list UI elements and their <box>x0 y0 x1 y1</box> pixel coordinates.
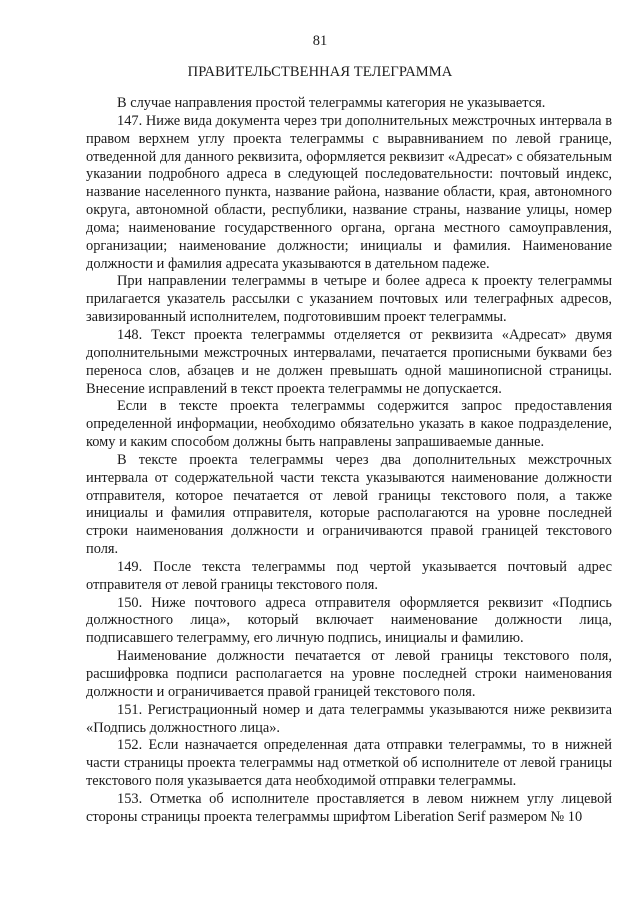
paragraph-150-signature: 150. Ниже почтового адреса отправителя оформляется реквизит «Подпись должностного лица», который включает наименование должности лица, подписавшего телеграмму, его личную подпись, инициалы и фамилию. <box>86 594 612 647</box>
paragraph-simple-telegram-category: В случае направления простой телеграммы категория не указывается. <box>117 95 546 111</box>
paragraph-147-addressee: 147. Ниже вида документа через три дополнительных межстрочных интервала в правом верхнем углу проекта телеграммы с выравниванием по левой границе, отведенной для данного реквизита, оформляется реквизит «Адресат» с обязательным указании подробного адреса в следующей последовательности: почтовый индекс, название населенного пункта, название района, название области, края, автономного округа, автономной области, республики, название страны, название улицы, номер дома; наименование государственного органа, органа местного самоуправления, организации; наименование должности; инициалы и фамилия. Наименование должности и фамилия адресата указываются в дательном падеже. <box>86 112 612 272</box>
paragraph-152-dispatch-date: 152. Если назначается определенная дата отправки телеграммы, то в нижней части страницы проекта телеграммы над отметкой об исполнителе от левой границы текстового поля указывается дата необходимой отправки телеграммы. <box>86 737 612 790</box>
paragraph-sender-position: В тексте проекта телеграммы через два дополнительных межстрочных интервала от содержательной части текста указываются наименование должности отправителя, которое печатается от левой границы текстового поля, а также инициалы и фамилия отправителя, которые располагаются на уровне последней строки наименования должности и ограничиваются правой границей текстового поля. <box>86 451 612 558</box>
paragraph-148-text: 148. Текст проекта телеграммы отделяется от реквизита «Адресат» двумя дополнительными межстрочных интервалами, печатается прописными буквами без переноса слов, абзацев и не должен превышать одной машинописной страницы. Внесение исправлений в текст проекта телеграммы не допускается. <box>86 326 612 397</box>
paragraph-mailing-list: При направлении телеграммы в четыре и более адреса к проекту телеграммы прилагается указатель рассылки с указанием почтовых или телеграфных адресов, завизированный исполнителем, подготовившим проект телеграммы. <box>86 273 612 326</box>
paragraph-151-registration: 151. Регистрационный номер и дата телеграммы указываются ниже реквизита «Подпись должностного лица». <box>86 701 612 736</box>
paragraph-153-executor-mark: 153. Отметка об исполнителе проставляется в левом нижнем углу лицевой стороны страницы проекта телеграммы шрифтом Liberation Serif размером № 10 <box>86 790 612 825</box>
body-text <box>86 95 612 827</box>
section-heading: ПРАВИТЕЛЬСТВЕННАЯ ТЕЛЕГРАММА <box>187 64 453 80</box>
paragraph-information-request: Если в тексте проекта телеграммы содержится запрос предоставления определенной информации, необходимо обязательно указать в какое подразделение, кому и каким способом должны быть направлены запрашиваемые данные. <box>86 398 612 451</box>
paragraph-149-postal-address: 149. После текста телеграммы под чертой указывается почтовый адрес отправителя от левой границы текстового поля. <box>86 558 612 593</box>
page-number: 81 <box>312 33 328 49</box>
paragraph-position-name: Наименование должности печатается от левой границы текстового поля, расшифровка подписи располагается на уровне последней строки наименования должности и ограничивается правой границей текстового поля. <box>86 648 612 700</box>
